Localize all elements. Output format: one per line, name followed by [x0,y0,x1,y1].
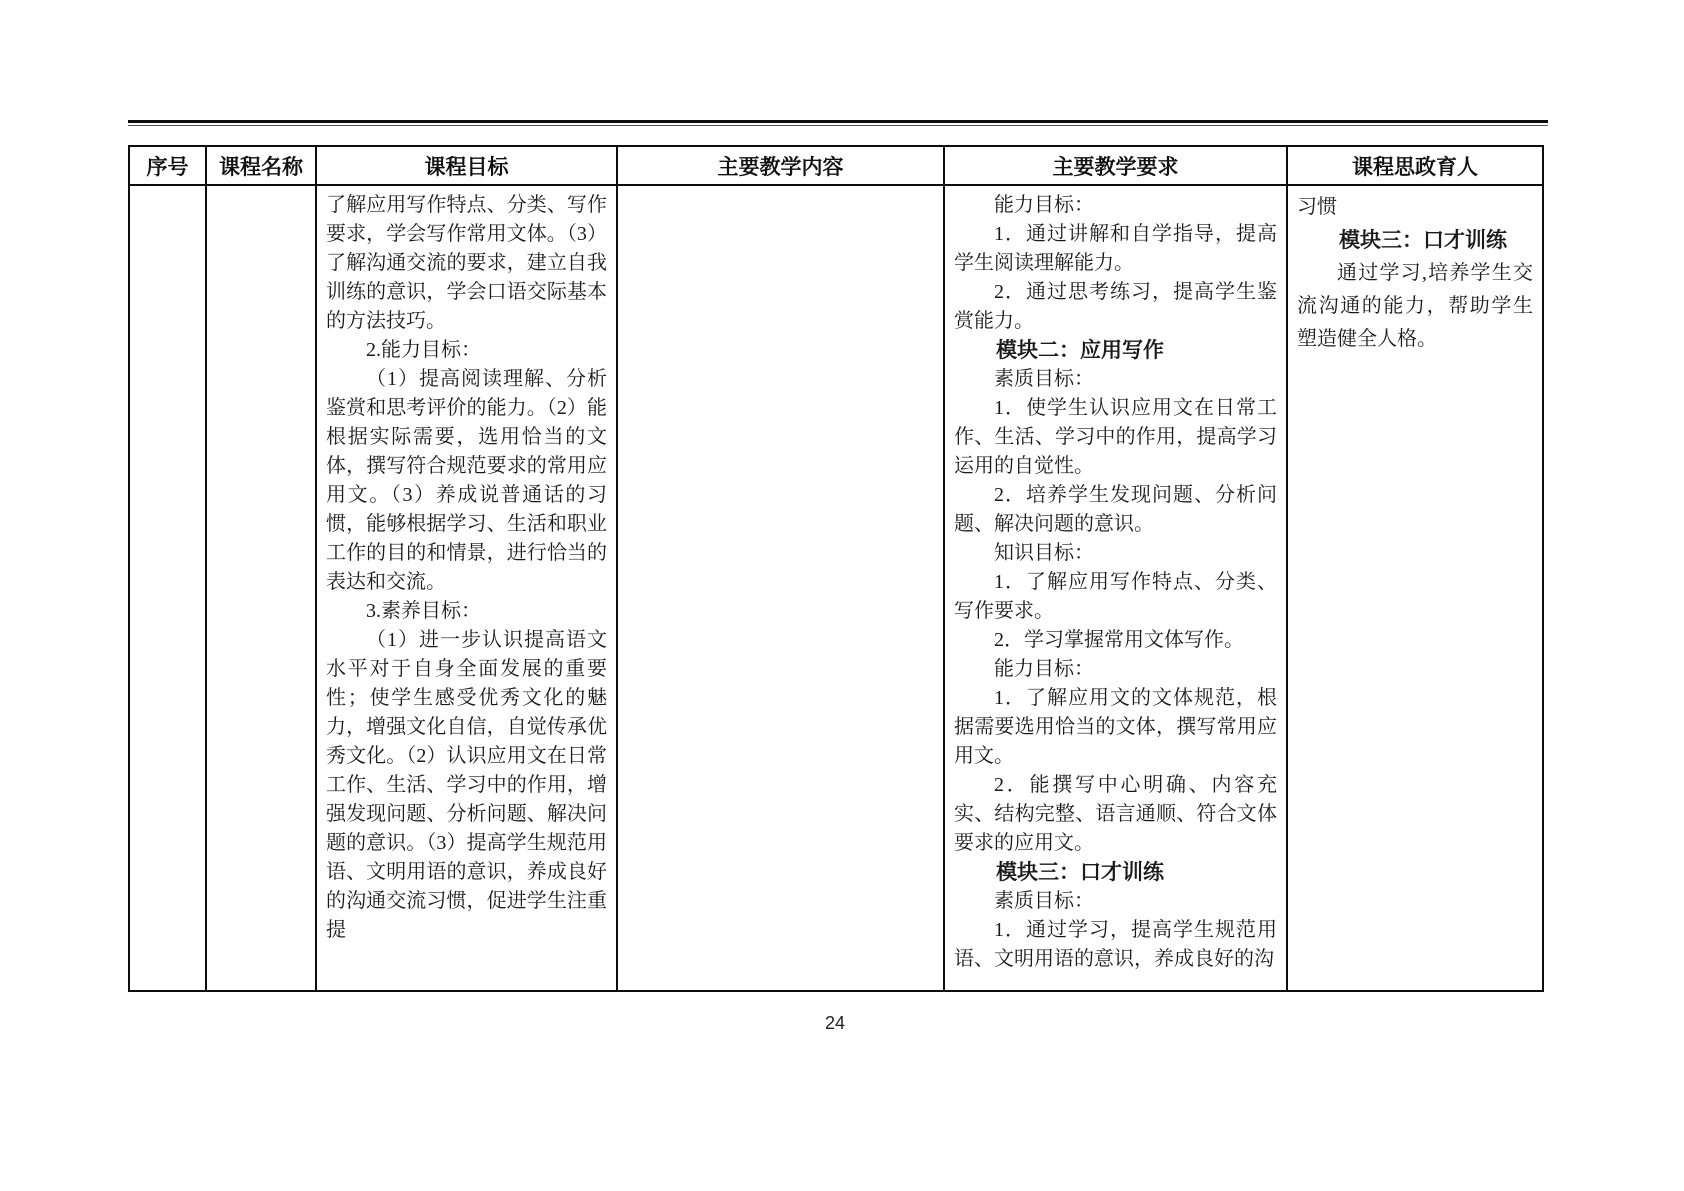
paragraph: 知识目标： [994,542,1094,564]
table-header-row [129,146,1543,185]
paragraph: 能力目标： [994,194,1094,216]
paragraph: 2．能撰写中心明确、内容充实、结构完整、语言通顺、符合文体要求的应用文。 [954,774,1277,854]
paragraph: 模块二：应用写作 [996,339,1164,362]
paragraph: 了解应用写作特点、分类、写作要求，学会写作常用文体。（3）了解沟通交流的要求，建立自我训练的意识，学会口语交际基本的方法技巧。 [326,194,607,332]
paragraph: 2.能力目标： [366,339,481,361]
header-rule-thin-line [128,125,1548,126]
header-main-teaching-requirements: 主要教学要求 [944,146,1287,185]
paragraph: 2．学习掌握常用文体写作。 [994,629,1244,651]
curriculum-table [128,145,1544,992]
paragraph: 模块三：口才训练 [1339,229,1507,252]
paragraph: 通过学习,培养学生交流沟通的能力，帮助学生塑造健全人格。 [1297,262,1533,350]
paragraph: 习惯 [1297,196,1337,218]
cell-main-teaching-content [617,185,944,991]
table-row [129,185,1543,991]
page-number: 24 [824,1013,846,1033]
paragraph: （1）提高阅读理解、分析鉴赏和思考评价的能力。（2）能根据实际需要，选用恰当的文体，撰写符合规范要求的常用应用文。（3）养成说普通话的习惯，能够根据学习、生活和职业工作的目的和情景，进行恰当的表达和交流。 [326,368,607,593]
paragraph: （1）进一步认识提高语文水平对于自身全面发展的重要性；使学生感受优秀文化的魅力，增强文化自信，自觉传承优秀文化。（2）认识应用文在日常工作、生活、学习中的作用，增强发现问题、分析问题、解决问题的意识。（3）提高学生规范用语、文明用语的意识，养成良好的沟通交流习惯，促进学生注重提 [326,629,607,941]
paragraph: 2．通过思考练习，提高学生鉴赏能力。 [954,281,1277,332]
paragraph: 能力目标： [994,658,1094,680]
header-course-ideology-education: 课程思政育人 [1287,146,1543,185]
cell-course-name [206,185,316,991]
paragraph: 1．通过学习，提高学生规范用语、文明用语的意识，养成良好的沟 [954,919,1277,970]
header-course-objectives: 课程目标 [316,146,617,185]
cell-course-objectives [316,185,617,991]
paragraph: 1．了解应用写作特点、分类、写作要求。 [954,571,1277,622]
paragraph: 素质目标： [994,890,1094,912]
cell-main-teaching-requirements [944,185,1287,991]
paragraph: 2．培养学生发现问题、分析问题、解决问题的意识。 [954,484,1277,535]
page-header-rule [128,120,1548,126]
paragraph: 1．通过讲解和自学指导，提高学生阅读理解能力。 [954,223,1277,274]
paragraph: 素质目标： [994,368,1094,390]
cell-serial-number [129,185,206,991]
header-serial-number: 序号 [129,146,206,185]
paragraph: 1．了解应用文的文体规范，根据需要选用恰当的文体，撰写常用应用文。 [954,687,1277,767]
paragraph: 1．使学生认识应用文在日常工作、生活、学习中的作用，提高学习运用的自觉性。 [954,397,1277,477]
header-rule-thick-line [128,120,1548,123]
cell-course-ideology-education [1287,185,1543,991]
paragraph: 模块三：口才训练 [996,861,1164,884]
header-main-teaching-content: 主要教学内容 [617,146,944,185]
header-course-name: 课程名称 [206,146,316,185]
paragraph: 3.素养目标： [366,600,481,622]
